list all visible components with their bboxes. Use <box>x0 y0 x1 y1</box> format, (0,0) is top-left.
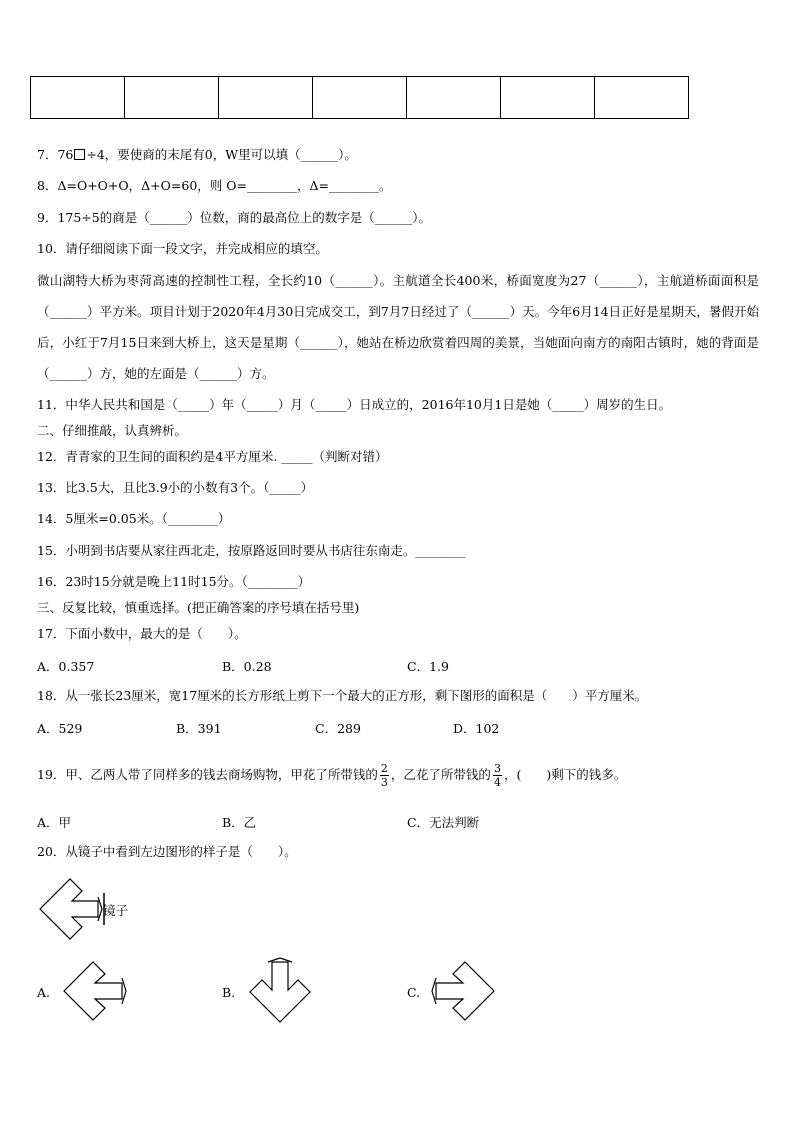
question-19 <box>37 762 626 789</box>
answer-cell[interactable] <box>595 77 689 119</box>
question-19-part-1: 19．甲、乙两人带了同样多的钱去商场购物，甲花了所带钱的 <box>37 767 378 782</box>
answer-cell[interactable] <box>407 77 501 119</box>
q19-option-c[interactable]: C．无法判断 <box>407 815 480 830</box>
option-a-arrow-left-icon <box>60 958 130 1024</box>
answer-grid-table <box>30 76 689 119</box>
q18-option-a[interactable]: A．529 <box>37 721 83 736</box>
question-20: 20．从镜子中看到左边图形的样子是（ ）。 <box>37 844 297 859</box>
q18-option-d[interactable]: D．102 <box>453 721 500 736</box>
q17-option-b[interactable]: B．0.28 <box>222 659 272 674</box>
question-8: 8．Δ=O+O+O，Δ+O=60，则 O=________，Δ=________。 <box>37 178 392 193</box>
section-3-heading: 三、反复比较，慎重选择。(把正确答案的序号填在括号里) <box>37 600 360 615</box>
question-11: 11．中华人民共和国是（_____）年（_____）月（_____）日成立的，2016年10月1日是她（_____）周岁的生日。 <box>37 397 672 412</box>
question-19-part-3: ，( )剩下的钱多。 <box>503 767 627 782</box>
q20-option-b[interactable]: B. <box>222 985 236 1000</box>
answer-cell[interactable] <box>313 77 407 119</box>
q20-option-a[interactable]: A. <box>37 985 51 1000</box>
fraction-numerator: 3 <box>493 762 501 775</box>
fraction-numerator: 2 <box>380 762 388 775</box>
fraction-denominator: 4 <box>493 776 501 789</box>
mirror-label: 镜子 <box>103 903 129 918</box>
question-12: 12．青青家的卫生间的面积约是4平方厘米. _____（判断对错） <box>37 449 388 464</box>
option-b-arrow-down-icon <box>244 956 316 1026</box>
q19-option-a[interactable]: A．甲 <box>37 815 72 830</box>
question-7-end: ÷4，要使商的末尾有0，W里可以填（______）。 <box>86 147 357 162</box>
question-16: 16．23时15分就是晚上11时15分。（________） <box>37 574 311 589</box>
question-10-passage: 微山湖特大桥为枣菏高速的控制性工程，全长约10（______）。主航道全长400米，桥面宽度为27（______），主航道桥面面积是（______）平方米。项目计划于2020年4月30日完成交工，到7月7日经过了（______）天。今年6月14日正好是星期天，暑假开始后，小红于7月15日来到大桥上，这天是星期（______），她站在桥边欣赏着四周的美景，当她面向南方的南阳古镇时，她的背面是（______）方，她的左面是（______）方。 <box>37 273 759 381</box>
question-18: 18．从一张长23厘米，宽17厘米的长方形纸上剪下一个最大的正方形，剩下图形的面积是（ ）平方厘米。 <box>37 688 648 703</box>
question-9: 9．175÷5的商是（______）位数，商的最高位上的数字是（______）。 <box>37 210 431 225</box>
q17-option-c[interactable]: C．1.9 <box>407 659 449 674</box>
fraction-denominator: 3 <box>380 776 388 789</box>
section-2-heading: 二、仔细推敲，认真辨析。 <box>37 423 188 438</box>
question-15: 15．小明到书店要从家往西北走，按原路返回时要从书店往东南走。________ <box>37 543 466 558</box>
question-10: 10．请仔细阅读下面一段文字，并完成相应的填空。 <box>37 241 328 256</box>
q18-option-c[interactable]: C．289 <box>315 721 361 736</box>
blank-box-icon <box>74 149 85 160</box>
question-17: 17．下面小数中，最大的是（ ）。 <box>37 626 247 641</box>
fraction-two-thirds <box>380 762 389 789</box>
q17-option-a[interactable]: A．0.357 <box>37 659 95 674</box>
question-14: 14．5厘米=0.05米。（________） <box>37 511 231 526</box>
answer-cell[interactable] <box>219 77 313 119</box>
fraction-three-quarters <box>493 762 502 789</box>
q19-option-b[interactable]: B．乙 <box>222 815 257 830</box>
question-19-part-2: ，乙花了所带钱的 <box>390 767 491 782</box>
q20-option-c[interactable]: C. <box>407 985 421 1000</box>
answer-cell[interactable] <box>125 77 219 119</box>
answer-cell[interactable] <box>31 77 125 119</box>
question-13: 13．比3.5大，且比3.9小的小数有3个。（_____） <box>37 480 314 495</box>
original-arrow-figure-icon <box>36 875 108 943</box>
q18-option-b[interactable]: B．391 <box>176 721 222 736</box>
option-c-arrow-right-icon <box>428 958 498 1024</box>
answer-cell[interactable] <box>501 77 595 119</box>
question-7-start: 7．76 <box>37 147 74 162</box>
question-7 <box>37 147 357 163</box>
